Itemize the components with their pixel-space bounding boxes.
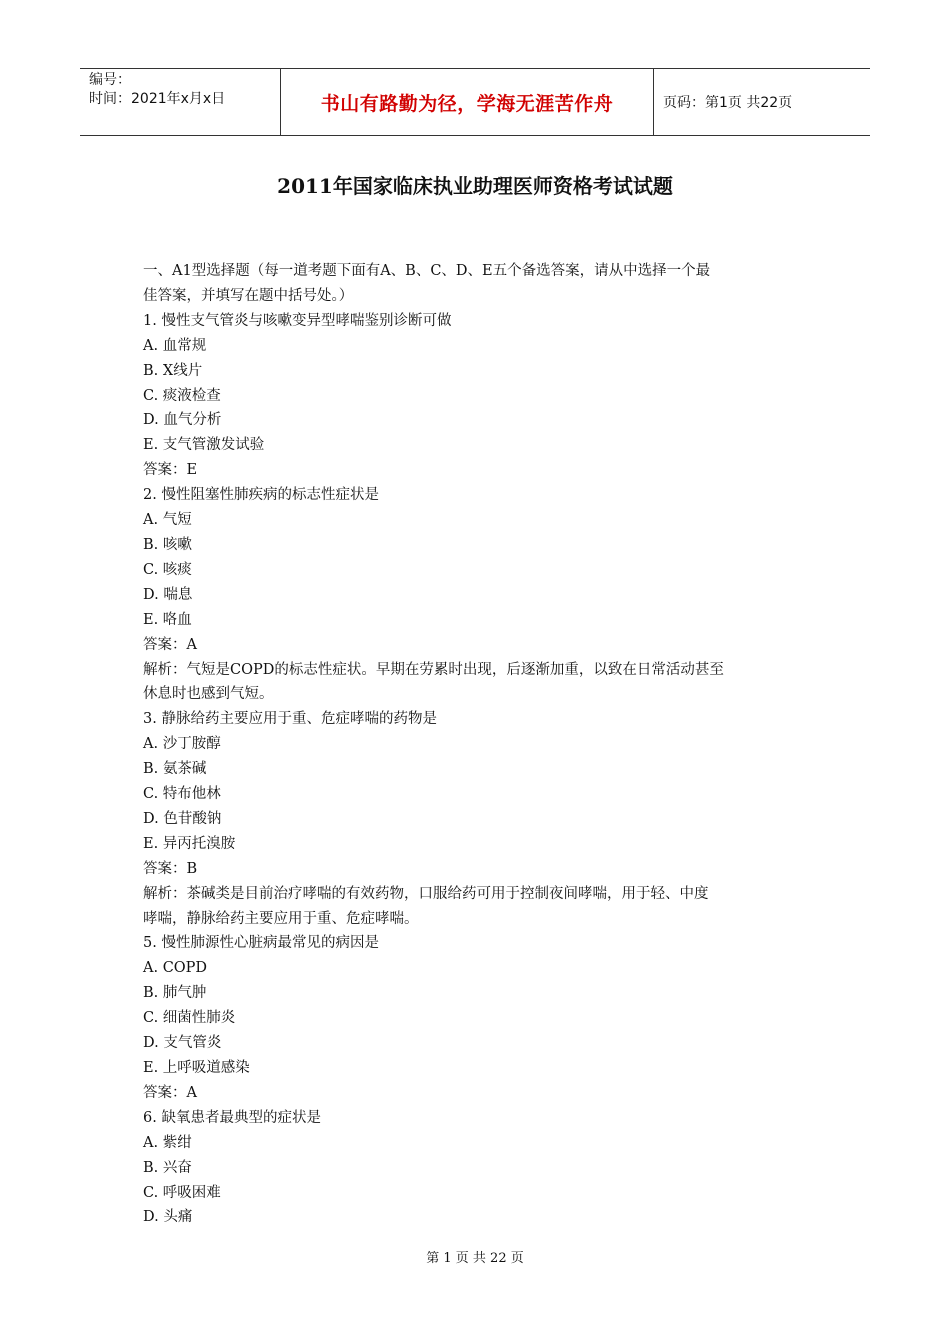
question-option: B. X线片 [143, 362, 203, 379]
motto: 书山有路勤为径，学海无涯苦作舟 [320, 92, 614, 115]
question-answer: 答案：B [143, 860, 198, 877]
question-analysis: 休息时也感到气短。 [143, 686, 274, 703]
question-option: D. 支气管炎 [143, 1035, 222, 1052]
question-option: B. 肺气肿 [143, 985, 207, 1002]
question-option: A. 血常规 [143, 337, 207, 354]
question-answer: 答案：A [143, 636, 197, 653]
header-mid-cell [281, 69, 654, 135]
question-option: A. COPD [143, 960, 208, 977]
number-label: 编号： [89, 72, 131, 88]
question-option: E. 咯血 [143, 611, 192, 628]
question-answer: 答案：E [143, 462, 198, 479]
question-option: B. 兴奋 [143, 1159, 192, 1176]
question-option: C. 细菌性肺炎 [143, 1010, 236, 1027]
page-info: 页码：第1页 共22页 [663, 95, 793, 111]
header-right-cell [654, 69, 870, 135]
page-title: 2011年国家临床执业助理医师资格考试试题 [277, 174, 673, 198]
question-option: A. 紫绀 [143, 1134, 192, 1151]
question-analysis: 解析：茶碱类是目前治疗哮喘的有效药物，口服给药可用于控制夜间哮喘，用于轻、中度 [143, 885, 709, 902]
header-table [80, 68, 870, 136]
question-option: D. 头痛 [143, 1209, 193, 1226]
question-stem: 5. 慢性肺源性心脏病最常见的病因是 [143, 935, 379, 952]
question-option: B. 氨茶碱 [143, 761, 207, 778]
question-analysis: 解析：气短是COPD的标志性症状。早期在劳累时出现，后逐渐加重，以致在日常活动甚至 [143, 661, 724, 678]
question-option: D. 喘息 [143, 586, 193, 603]
question-option: E. 异丙托溴胺 [143, 835, 236, 852]
question-option: B. 咳嗽 [143, 536, 192, 553]
question-stem: 1. 慢性支气管炎与咳嗽变异型哮喘鉴别诊断可做 [143, 312, 452, 329]
question-option: C. 呼吸困难 [143, 1184, 221, 1201]
question-stem: 3. 静脉给药主要应用于重、危症哮喘的药物是 [143, 711, 437, 728]
question-option: D. 血气分析 [143, 412, 222, 429]
section-heading-line-1: 一、A1型选择题（每一道考题下面有A、B、C、D、E五个备选答案，请从中选择一个最 [143, 263, 711, 279]
question-stem: 2. 慢性阻塞性肺疾病的标志性症状是 [143, 487, 379, 504]
header-left-cell [80, 69, 281, 135]
question-option: A. 沙丁胺醇 [143, 736, 221, 753]
question-option: C. 咳痰 [143, 561, 192, 578]
question-option: C. 特布他林 [143, 786, 221, 803]
question-option: E. 上呼吸道感染 [143, 1060, 250, 1076]
question-stem: 6. 缺氧患者最典型的症状是 [143, 1109, 321, 1126]
time-label: 时间：2021年x月x日 [89, 91, 226, 107]
question-option: A. 气短 [143, 512, 192, 529]
question-analysis: 哮喘，静脉给药主要应用于重、危症哮喘。 [143, 910, 419, 927]
question-answer: 答案：A [143, 1084, 197, 1101]
question-option: D. 色苷酸钠 [143, 810, 222, 827]
document-body [143, 259, 813, 1230]
section-heading-line-2: 佳答案，并填写在题中括号处。） [143, 287, 354, 304]
page-footer: 第 1 页 共 22 页 [426, 1251, 524, 1266]
question-option: C. 痰液检查 [143, 387, 221, 404]
question-option: E. 支气管激发试验 [143, 437, 265, 454]
